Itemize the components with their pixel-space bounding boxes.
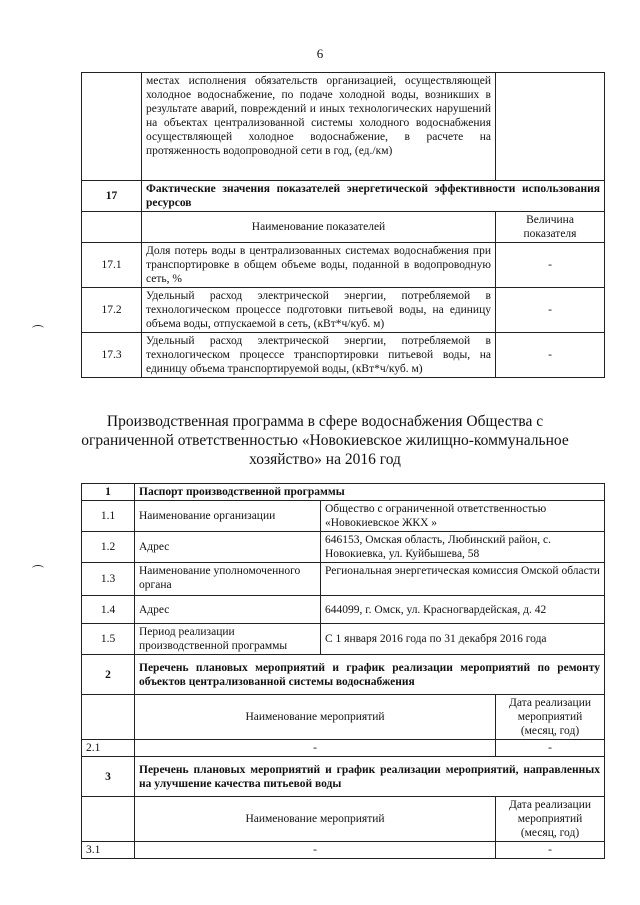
col-header-empty xyxy=(82,212,142,243)
col-header-name: Наименование показателей xyxy=(142,212,496,243)
binding-mark-1 xyxy=(32,325,44,332)
sec2-header-empty xyxy=(82,695,135,740)
program-table xyxy=(81,483,605,859)
row-17-2-number: 17.2 xyxy=(82,288,142,333)
sec3-header-empty xyxy=(82,797,135,842)
sec2-number: 2 xyxy=(82,655,135,695)
passport-1-1-number: 1.1 xyxy=(82,501,135,532)
row-3-1-number: 3.1 xyxy=(82,842,135,859)
row-3-1-date: - xyxy=(496,842,605,859)
row-17-1-value: - xyxy=(496,243,605,288)
sec17-title: Фактические значения показателей энергетической эффективности использования ресурсов xyxy=(142,181,605,212)
cont-text: местах исполнения обязательств организацией, осуществляющей холодное водоснабжение, по подаче холодной воды, возникших в результате аварий, повреждений и иных технологических нарушений на объектах централизованной системы холодного водоснабжения осуществляющей холодное водоснабжение, в расчете на протяженность водопроводной сети в год, (ед./км) xyxy=(142,73,496,181)
row-2-1-date: - xyxy=(496,740,605,757)
cont-value-cell xyxy=(496,73,605,181)
row-17-1-number: 17.1 xyxy=(82,243,142,288)
passport-1-5-label: Период реализации производственной программы xyxy=(135,624,321,655)
row-17-2-text: Удельный расход электрической энергии, потребляемой в технологическом процессе подготовки питьевой воды, на единицу объема воды, отпускаемой в сеть, (кВт*ч/куб. м) xyxy=(142,288,496,333)
row-2-1-number: 2.1 xyxy=(82,740,135,757)
passport-1-5-value: С 1 января 2016 года по 31 декабря 2016 года xyxy=(321,624,605,655)
passport-1-4-label: Адрес xyxy=(135,596,321,624)
sec3-number: 3 xyxy=(82,757,135,797)
sec2-col-name: Наименование мероприятий xyxy=(135,695,496,740)
passport-1-2-value: 646153, Омская область, Любинский район, с. Новокиевка, ул. Куйбышева, 58 xyxy=(321,532,605,563)
passport-1-1-value: Общество с ограниченной ответственностью «Новокиевское ЖКХ » xyxy=(321,501,605,532)
sec3-col-name: Наименование мероприятий xyxy=(135,797,496,842)
sec3-title: Перечень плановых мероприятий и график реализации мероприятий, направленных на улучшение качества питьевой воды xyxy=(135,757,605,797)
row-17-1-text: Доля потерь воды в централизованных системах водоснабжения при транспортировке в общем объеме воды, поданной в водопроводную сеть, % xyxy=(142,243,496,288)
passport-1-2-number: 1.2 xyxy=(82,532,135,563)
sec17-number: 17 xyxy=(82,181,142,212)
row-17-3-value: - xyxy=(496,333,605,378)
page-number: 6 xyxy=(316,46,324,61)
passport-1-3-label: Наименование уполномоченного органа xyxy=(135,563,321,596)
row-17-3-text: Удельный расход электрической энергии, потребляемой в технологическом процессе транспортировки питьевой воды, на единицу объема транспортируемой воды, (кВт*ч/куб. м) xyxy=(142,333,496,378)
sec1-title: Паспорт производственной программы xyxy=(135,484,605,501)
binding-mark-2 xyxy=(32,565,44,572)
sec1-number: 1 xyxy=(82,484,135,501)
row-17-3-number: 17.3 xyxy=(82,333,142,378)
col-header-value: Величина показателя xyxy=(496,212,605,243)
row-2-1-name: - xyxy=(135,740,496,757)
passport-1-3-number: 1.3 xyxy=(82,563,135,596)
indicators-table xyxy=(81,72,605,378)
sec3-col-date: Дата реализации мероприятий (месяц, год) xyxy=(496,797,605,842)
passport-1-1-label: Наименование организации xyxy=(135,501,321,532)
row-17-2-value: - xyxy=(496,288,605,333)
row-3-1-name: - xyxy=(135,842,496,859)
passport-1-4-value: 644099, г. Омск, ул. Красногвардейская, д. 42 xyxy=(321,596,605,624)
program-heading: Производственная программа в сфере водоснабжения Общества с ограниченной ответственностью «Новокиевское жилищно-коммунальное хозяйство» на 2016 год xyxy=(81,413,569,468)
sec2-title: Перечень плановых мероприятий и график реализации мероприятий по ремонту объектов централизованной системы водоснабжения xyxy=(135,655,605,695)
passport-1-2-label: Адрес xyxy=(135,532,321,563)
passport-1-3-value: Региональная энергетическая комиссия Омской области xyxy=(321,563,605,596)
passport-1-4-number: 1.4 xyxy=(82,596,135,624)
cont-num-cell xyxy=(82,73,142,181)
sec2-col-date: Дата реализации мероприятий (месяц, год) xyxy=(496,695,605,740)
passport-1-5-number: 1.5 xyxy=(82,624,135,655)
